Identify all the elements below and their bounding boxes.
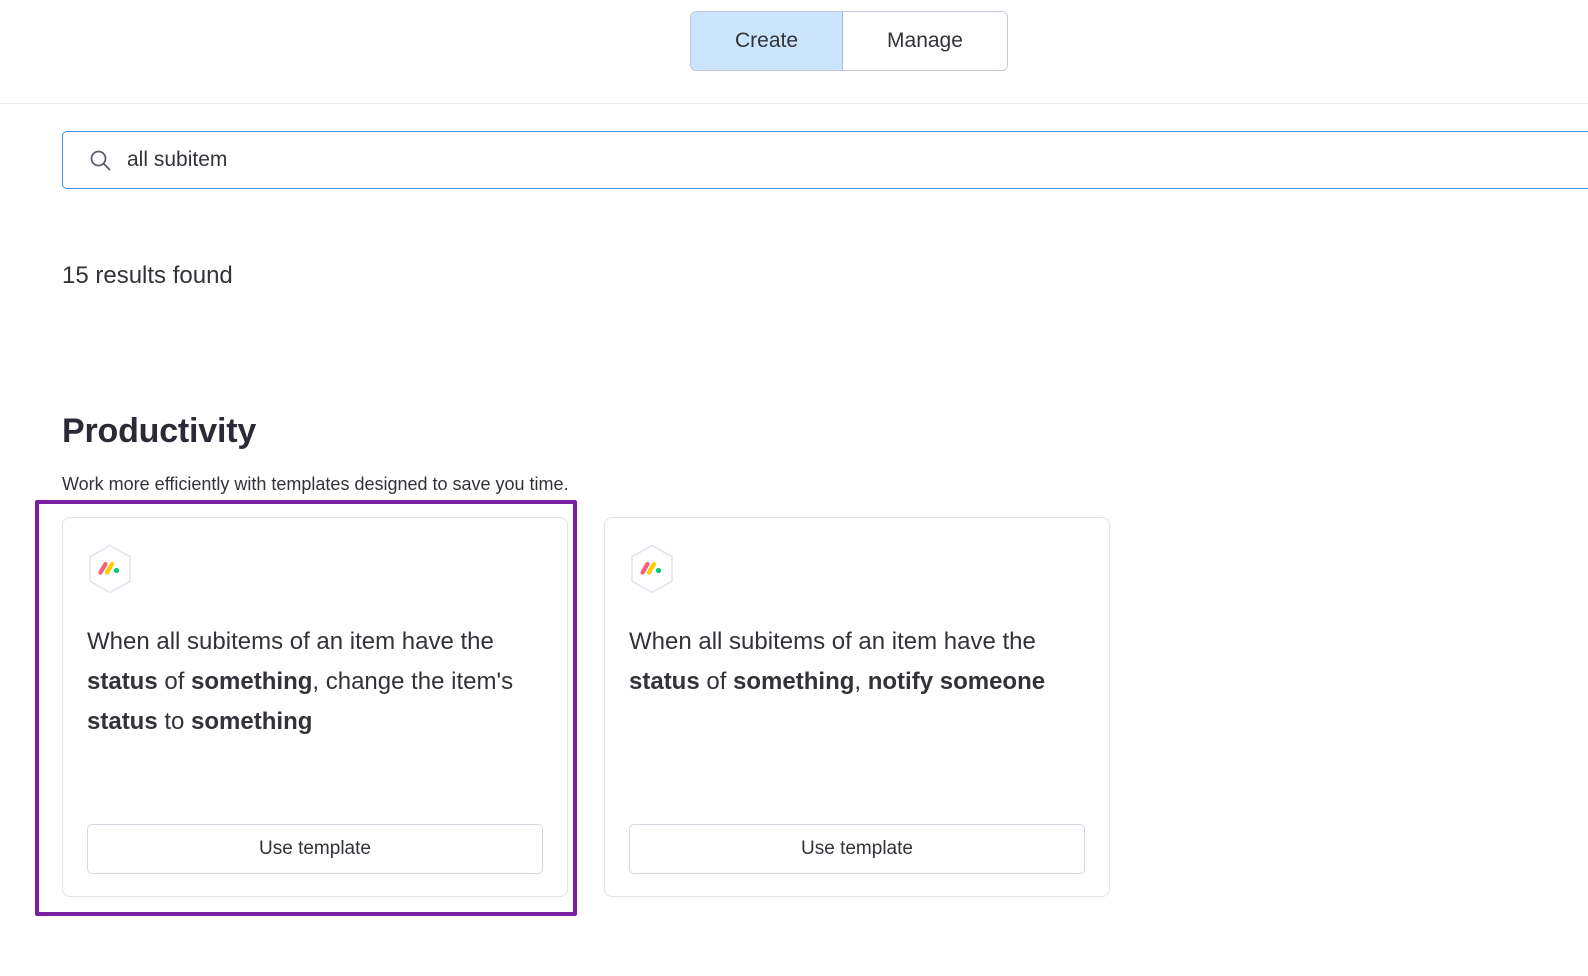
template-card[interactable] — [604, 517, 1110, 897]
desc-part: , change the item's — [312, 668, 514, 695]
desc-part: When all subitems of an item have the — [629, 628, 1036, 655]
section-subtitle: Work more efficiently with templates designed to save you time. — [62, 474, 569, 494]
desc-part: something — [733, 668, 855, 695]
top-bar — [0, 0, 1588, 104]
tab-create[interactable] — [691, 12, 843, 70]
tab-manage[interactable] — [843, 12, 1007, 70]
section-title: Productivity — [62, 412, 257, 450]
results-count: 15 results found — [62, 262, 233, 289]
tab-create-label: Create — [735, 29, 799, 52]
desc-part: status — [629, 668, 700, 695]
template-card[interactable] — [62, 517, 568, 897]
search-icon — [89, 149, 111, 171]
desc-part: something — [191, 708, 313, 735]
template-card-list — [62, 517, 1110, 897]
create-manage-toggle — [690, 11, 1008, 71]
desc-part: something — [191, 668, 313, 695]
use-template-button[interactable]: Use template — [87, 824, 543, 874]
desc-part: status — [87, 708, 158, 735]
search-input[interactable] — [127, 148, 1588, 172]
desc-part: , — [854, 668, 868, 695]
desc-part: notify someone — [867, 668, 1046, 695]
template-description — [629, 622, 1085, 824]
tab-manage-label: Manage — [887, 29, 963, 52]
template-description — [87, 622, 543, 824]
desc-part: to — [157, 708, 192, 735]
desc-part: of — [699, 668, 734, 695]
desc-part: When all subitems of an item have the — [87, 628, 494, 655]
monday-logo-icon — [87, 544, 133, 594]
use-template-button[interactable]: Use template — [629, 824, 1085, 874]
monday-logo-icon — [629, 544, 675, 594]
desc-part: status — [87, 668, 158, 695]
search-bar[interactable] — [62, 131, 1588, 189]
desc-part: of — [157, 668, 192, 695]
